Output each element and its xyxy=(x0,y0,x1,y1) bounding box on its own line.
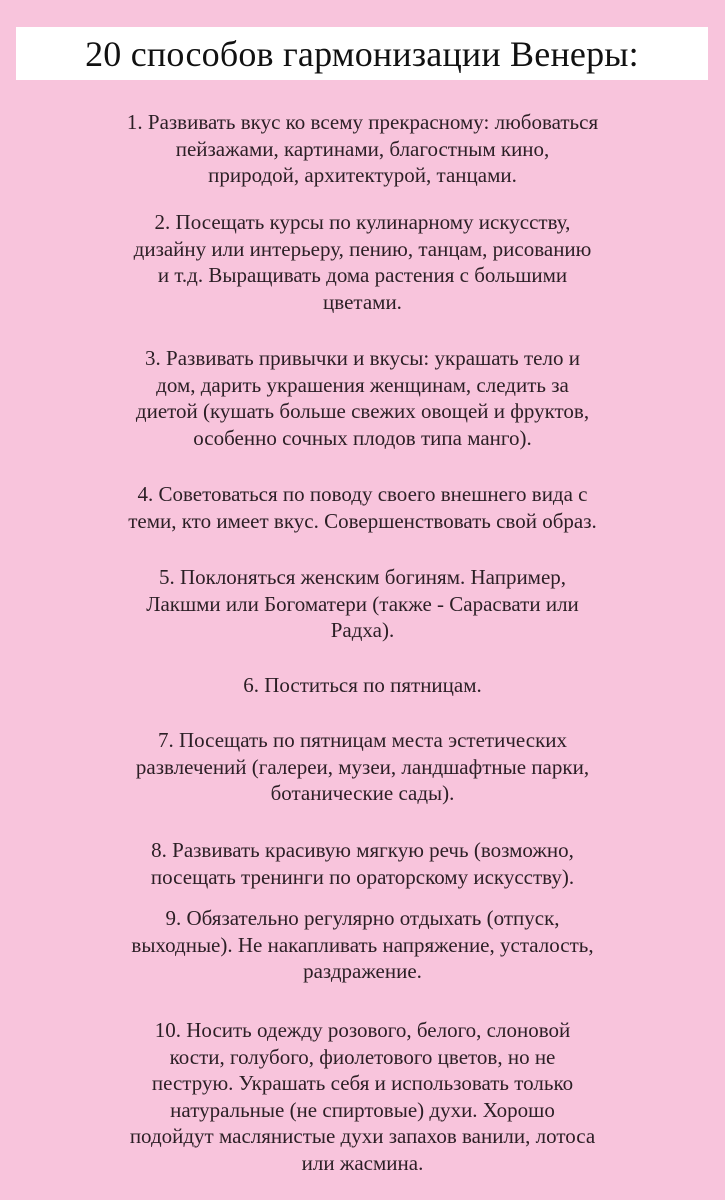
tip-line: особенно сочных плодов типа манго). xyxy=(193,425,532,450)
tip-line: раздражение. xyxy=(303,959,422,984)
tip-line: 1. Развивать вкус ко всему прекрасному: любоваться xyxy=(126,110,599,134)
tip-line: теми, кто имеет вкус. Совершенствовать свой образ. xyxy=(128,508,597,533)
tip-line: подойдут маслянистые духи запахов ванили, лотоса xyxy=(129,1124,596,1149)
tip-line: диетой (кушать больше свежих овощей и фруктов, xyxy=(135,399,590,424)
tip-line: посещать тренинги по ораторскому искусству). xyxy=(150,864,575,889)
tip-line: Радха). xyxy=(330,618,395,643)
tip-line: кости, голубого, фиолетового цветов, но не xyxy=(169,1044,556,1069)
tip-line: пейзажами, картинами, благостным кино, xyxy=(175,136,550,161)
tip-line: 6. Поститься по пятницам. xyxy=(243,673,482,697)
tip-line: развлечений (галереи, музеи, ландшафтные парки, xyxy=(135,754,590,779)
tip-line: 8. Развивать красивую мягкую речь (возможно, xyxy=(151,838,574,862)
title-banner xyxy=(16,27,708,80)
tip-line: 3. Развивать привычки и вкусы: украшать тело и xyxy=(145,346,580,370)
tip-item xyxy=(20,905,705,985)
tip-item xyxy=(20,727,705,807)
tip-item xyxy=(20,345,705,451)
tip-item xyxy=(20,837,705,890)
tip-line: 2. Посещать курсы по кулинарному искусству, xyxy=(154,210,571,234)
tip-line: 9. Обязательно регулярно отдыхать (отпуск, xyxy=(165,906,560,930)
tip-item xyxy=(20,564,705,644)
tip-line: или жасмина. xyxy=(301,1150,424,1175)
tip-line: ботанические сады). xyxy=(270,781,455,806)
tip-line: дизайну или интерьеру, пению, танцам, рисованию xyxy=(133,236,592,261)
tip-line: выходные). Не накапливать напряжение, усталость, xyxy=(131,932,594,957)
tip-line: дом, дарить украшения женщинам, следить за xyxy=(156,372,569,397)
tip-line: природой, архитектурой, танцами. xyxy=(208,163,517,188)
tip-item xyxy=(20,109,705,189)
tip-item xyxy=(20,672,705,699)
tip-line: 10. Носить одежду розового, белого, слоновой xyxy=(154,1018,571,1042)
tip-line: натуральные (не спиртовые) духи. Хорошо xyxy=(170,1097,555,1122)
tip-item xyxy=(20,1017,705,1177)
tip-line: 7. Посещать по пятницам места эстетических xyxy=(157,728,568,752)
page-title: 20 способов гармонизации Венеры: xyxy=(85,33,639,74)
tip-item xyxy=(20,209,705,315)
tip-line: пеструю. Украшать себя и использовать только xyxy=(151,1071,574,1096)
tip-line: 4. Советоваться по поводу своего внешнего вида с xyxy=(137,482,588,506)
tip-line: Лакшми или Богоматери (также - Сарасвати или xyxy=(146,591,579,616)
tip-item xyxy=(20,481,705,534)
tip-line: цветами. xyxy=(323,289,402,314)
tip-line: 5. Поклоняться женским богиням. Например, xyxy=(158,565,567,589)
tip-line: и т.д. Выращивать дома растения с большими xyxy=(157,263,568,288)
